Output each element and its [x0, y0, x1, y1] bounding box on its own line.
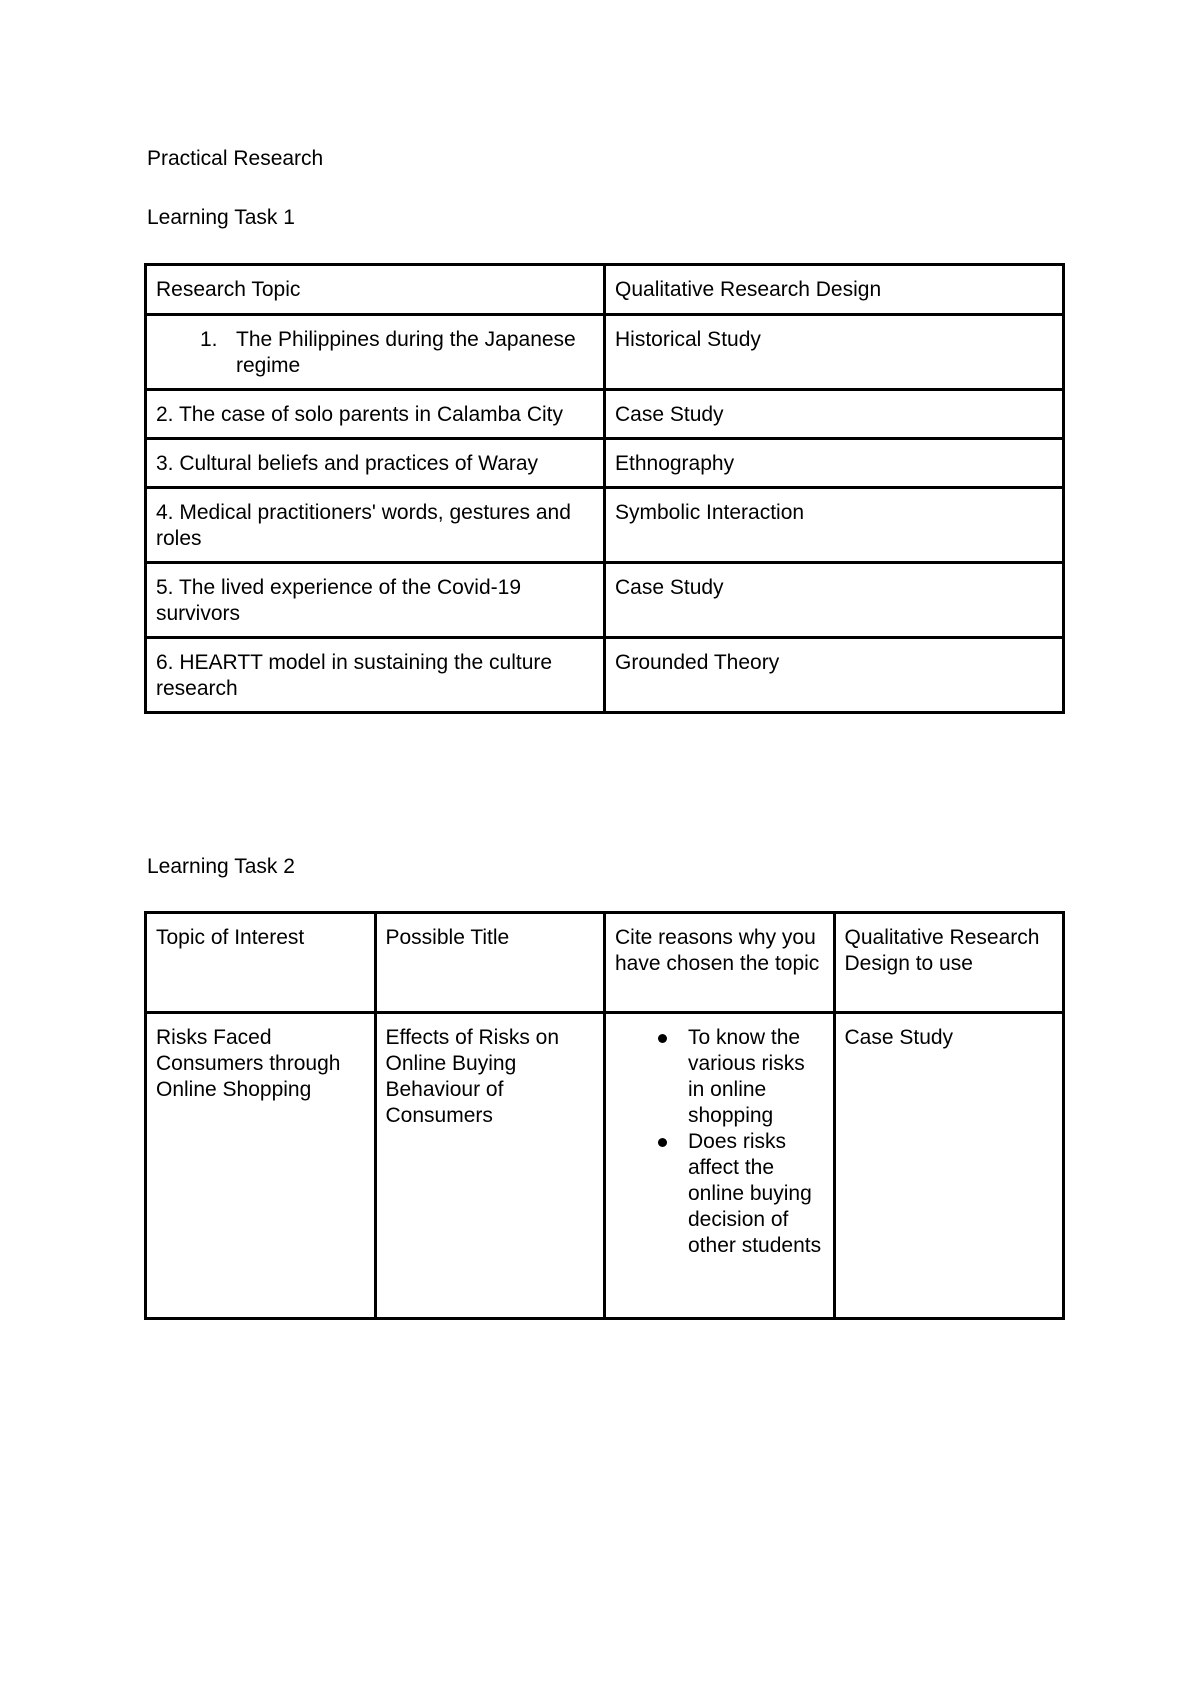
list-number: 1.: [200, 328, 218, 351]
table-header-row: [146, 265, 1064, 315]
learning-task-2-table: [144, 911, 1065, 1320]
design-cell: Historical Study: [605, 315, 1064, 390]
header-research-topic: Research Topic: [146, 265, 605, 315]
learning-task-1-table: [144, 263, 1065, 714]
design-cell: Case Study: [605, 390, 1064, 439]
reasons-list: [615, 1025, 824, 1259]
header-topic-of-interest: Topic of Interest: [146, 913, 376, 1013]
design-cell: Case Study: [605, 563, 1064, 638]
topic-of-interest-cell: Risks Faced Consumers through Online Shopping: [146, 1013, 376, 1319]
design-cell: Grounded Theory: [605, 638, 1064, 713]
table-row: [146, 439, 1064, 488]
bullet-icon: [658, 1034, 667, 1043]
topic-cell: 3. Cultural beliefs and practices of Waray: [146, 439, 605, 488]
design-cell: Symbolic Interaction: [605, 488, 1064, 563]
topic-cell: 5. The lived experience of the Covid-19 survivors: [146, 563, 605, 638]
possible-title-cell: Effects of Risks on Online Buying Behaviour of Consumers: [375, 1013, 605, 1319]
header-cite-reasons: Cite reasons why you have chosen the topic: [605, 913, 835, 1013]
header-possible-title: Possible Title: [375, 913, 605, 1013]
topic-cell: 6. HEARTT model in sustaining the culture research: [146, 638, 605, 713]
header-qualitative-research-design: Qualitative Research Design: [605, 265, 1064, 315]
table-row: [146, 638, 1064, 713]
table-row: [146, 390, 1064, 439]
table-row: [146, 563, 1064, 638]
topic-cell: 2. The case of solo parents in Calamba City: [146, 390, 605, 439]
reasons-cell: [605, 1013, 835, 1319]
learning-task-1-heading: Learning Task 1: [147, 206, 295, 229]
topic-text: The Philippines during the Japanese regime: [236, 328, 576, 377]
header-qualitative-research-design: Qualitative Research Design to use: [834, 913, 1064, 1013]
document-title: Practical Research: [147, 147, 324, 170]
list-item: [688, 1025, 824, 1129]
learning-task-2-heading: Learning Task 2: [147, 855, 295, 878]
topic-cell: 4. Medical practitioners' words, gestures and roles: [146, 488, 605, 563]
reason-text: To know the various risks in online shopping: [688, 1026, 805, 1127]
numbered-list-item: [156, 327, 594, 379]
reason-text: Does risks affect the online buying decision of other students: [688, 1130, 822, 1257]
table-row: [146, 1013, 1064, 1319]
table-row: [146, 315, 1064, 390]
design-cell: Ethnography: [605, 439, 1064, 488]
table-row: [146, 488, 1064, 563]
table-header-row: [146, 913, 1064, 1013]
topic-cell: [146, 315, 605, 390]
design-cell: Case Study: [834, 1013, 1064, 1319]
bullet-icon: [658, 1138, 667, 1147]
list-item: [688, 1129, 824, 1259]
